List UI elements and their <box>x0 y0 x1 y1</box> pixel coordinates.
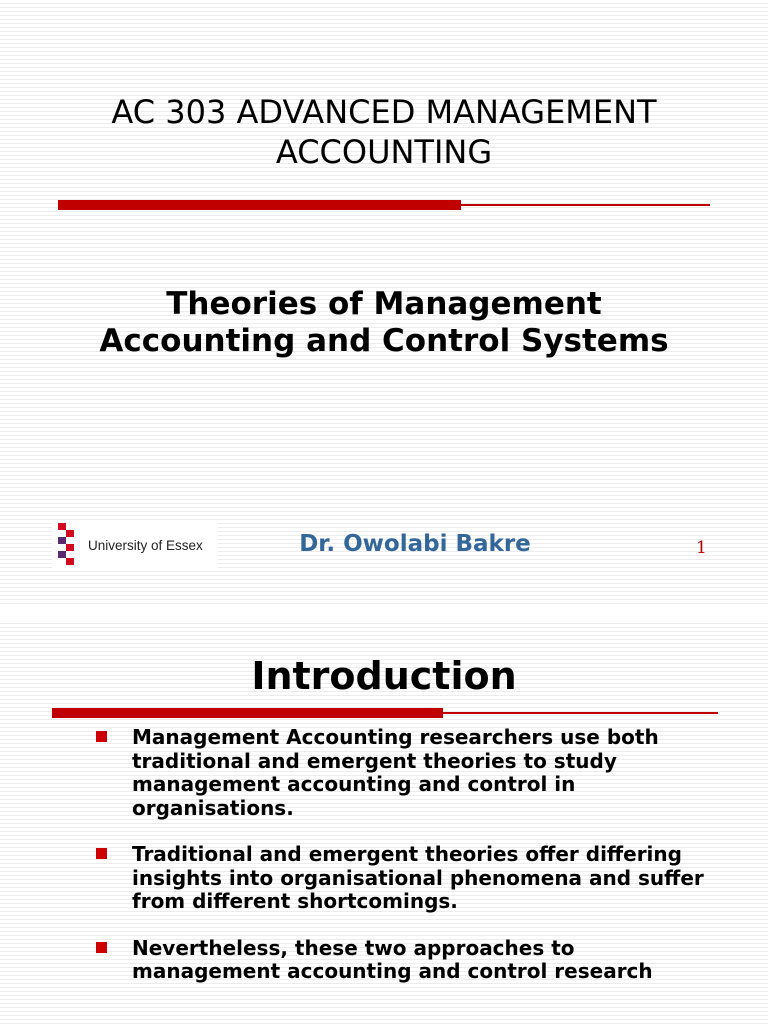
bullet-item <box>96 937 716 984</box>
page-number: 1 <box>696 538 707 558</box>
author-name: Dr. Owolabi Bakre <box>299 531 531 557</box>
lecture-title <box>30 286 738 360</box>
lecture-title-line-1: Theories of Management <box>166 286 602 322</box>
bullet-text: Nevertheless, these two approaches to management accounting and control research <box>132 935 653 983</box>
bullet-square-icon <box>96 731 107 742</box>
slide-introduction <box>0 620 768 1024</box>
slide-title: Introduction <box>251 654 517 698</box>
lecture-title-line-2: Accounting and Control Systems <box>99 323 669 359</box>
course-title <box>40 92 728 172</box>
intro-underline <box>52 712 718 714</box>
logo-text: University of Essex <box>88 537 203 553</box>
essex-logo-icon <box>52 522 78 568</box>
course-title-line-1: AC 303 ADVANCED MANAGEMENT <box>111 93 657 131</box>
university-logo <box>52 522 218 568</box>
bullet-square-icon <box>96 942 107 953</box>
slide-divider <box>0 604 768 620</box>
bullet-text: Traditional and emergent theories offer differing insights into organisational phenomena and suffer from different shortcomings. <box>132 842 704 913</box>
bullet-item <box>96 726 716 820</box>
bullet-item <box>96 843 716 914</box>
course-title-line-2: ACCOUNTING <box>275 133 493 171</box>
bullet-list <box>96 726 716 1007</box>
title-underline <box>58 204 710 206</box>
bullet-square-icon <box>96 848 107 859</box>
bullet-text: Management Accounting researchers use both traditional and emergent theories to study management accounting and control in organisations. <box>132 725 659 820</box>
